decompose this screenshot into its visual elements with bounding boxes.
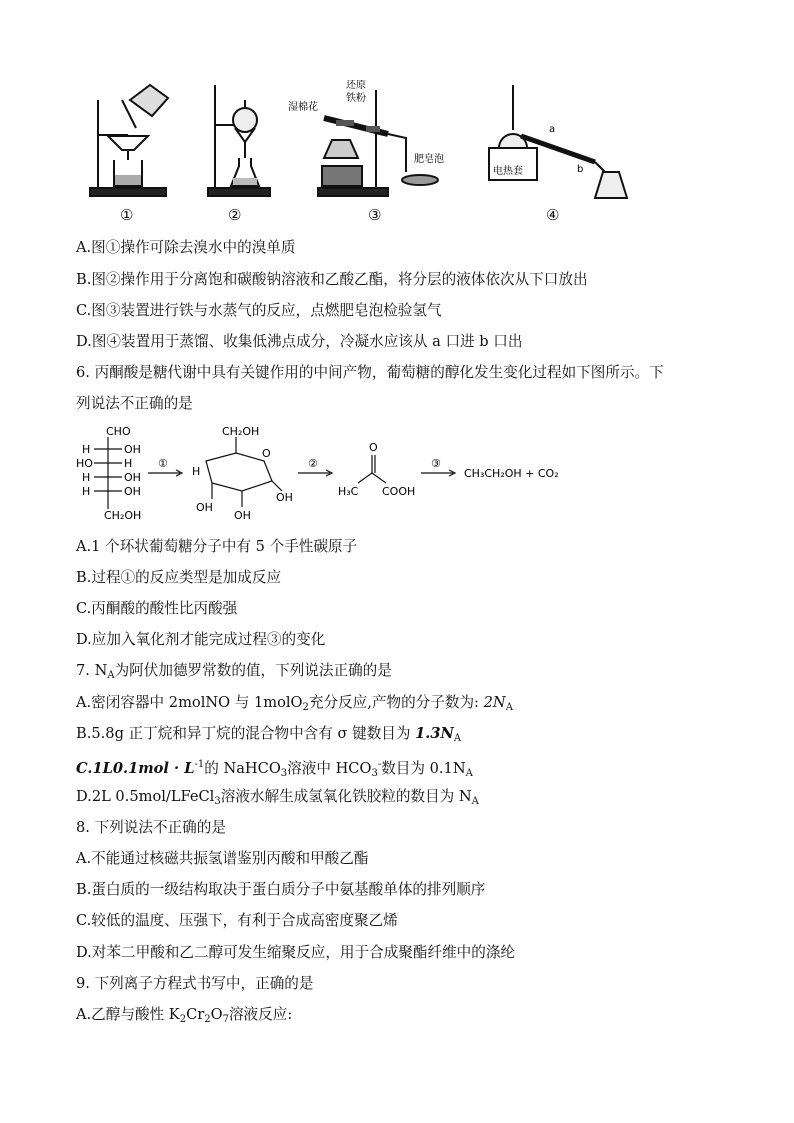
- svg-text:OH: OH: [124, 485, 141, 498]
- svg-text:H: H: [82, 471, 91, 484]
- svg-text:H: H: [192, 465, 201, 478]
- svg-text:HO: HO: [76, 457, 93, 470]
- figure-3-iron-steam-reaction: [288, 80, 458, 205]
- reduced-iron-label-1: 还原: [346, 80, 366, 91]
- q7-option-c: $C.1L0.1mol \cdot L^{-1}$的 NaHCO$_3$溶液中 $HCO_3^-$数目为 $0.1N_A$: [76, 759, 473, 779]
- svg-text:OH: OH: [234, 509, 251, 522]
- heater-label: 电热套: [493, 166, 523, 177]
- q5-option-c: C.图③装置进行铁与水蒸气的反应，点燃肥皂泡检验氢气: [76, 302, 442, 319]
- step-1-label: ①: [158, 457, 168, 470]
- q9-option-a: A.乙醇与酸性 $K_2Cr_2O_7$溶液反应:: [76, 1006, 293, 1025]
- figure-1-number: ①: [120, 206, 134, 224]
- step-3-label: ③: [431, 457, 441, 470]
- q7-stem: 7. $N_A$为阿伏加德罗常数的值，下列说法正确的是: [76, 662, 392, 681]
- step-2-label: ②: [308, 457, 318, 470]
- q6-option-a: A.1 个环状葡萄糖分子中有 5 个手性碳原子: [76, 538, 358, 555]
- q8-option-b: B.蛋白质的一级结构取决于蛋白质分子中氨基酸单体的排列顺序: [76, 881, 486, 898]
- q6-reaction-scheme: [76, 425, 596, 525]
- figure-2-number: ②: [228, 206, 242, 224]
- q7-option-a: A.密闭容器中 2molNO 与 1molO$_2$充分反应,产物的分子数为: $2N_A$: [76, 694, 513, 713]
- q7-option-d: D.2L 0.5mol/LFeCl$_3$溶液水解生成氢氧化铁胶粒的数目为 $N_A$: [76, 788, 479, 807]
- ring-ch2oh: CH₂OH: [222, 425, 260, 438]
- q8-option-d: D.对苯二甲酸和乙二醇可发生缩聚反应，用于合成聚酯纤维中的涤纶: [76, 944, 516, 961]
- q6-stem-line1: 6. 丙酮酸是糖代谢中具有关键作用的中间产物，葡萄糖的醇化发生变化过程如下图所示。下: [76, 364, 664, 381]
- figure-1-filtration: [78, 80, 178, 205]
- q8-option-a: A.不能通过核磁共振氢谱鉴别丙酸和甲酸乙酯: [76, 850, 369, 867]
- apparatus-figures: [78, 80, 638, 225]
- q5-option-b: B.图②操作用于分离饱和碳酸钠溶液和乙酸乙酯，将分层的液体依次从下口放出: [76, 271, 588, 288]
- figure-4-number: ④: [546, 206, 560, 224]
- port-a-label: a: [549, 124, 556, 135]
- svg-text:OH: OH: [276, 491, 293, 504]
- q5-option-d: D.图④装置用于蒸馏、收集低沸点成分，冷凝水应该从 a 口进 b 口出: [76, 333, 523, 350]
- svg-text:OH: OH: [124, 443, 141, 456]
- svg-text:H: H: [82, 485, 91, 498]
- pyruvic-o: O: [369, 441, 378, 454]
- soap-bubble-label: 肥皂泡: [414, 154, 444, 165]
- pyruvic-h3c: H₃C: [338, 485, 359, 498]
- port-b-label: b: [577, 164, 584, 175]
- wet-cotton-label: 湿棉花: [288, 102, 318, 113]
- glucose-ch2oh: CH₂OH: [104, 509, 142, 522]
- q8-stem: 8. 下列说法不正确的是: [76, 819, 226, 836]
- svg-text:H: H: [82, 443, 91, 456]
- svg-text:OH: OH: [196, 501, 213, 514]
- figure-3-number: ③: [368, 206, 382, 224]
- products: CH₃CH₂OH + CO₂: [464, 467, 559, 480]
- q7-option-b: B.5.8g 正丁烷和异丁烷的混合物中含有 σ 键数目为 $1.3N_A$: [76, 725, 462, 744]
- pyruvic-cooh: COOH: [382, 485, 416, 498]
- q9-stem: 9. 下列离子方程式书写中，正确的是: [76, 975, 314, 992]
- q6-option-d: D.应加入氧化剂才能完成过程③的变化: [76, 631, 326, 648]
- q5-option-a: A.图①操作可除去溴水中的溴单质: [76, 239, 296, 256]
- figure-4-distillation: [483, 80, 638, 205]
- svg-text:OH: OH: [124, 471, 141, 484]
- q6-option-c: C.丙酮酸的酸性比丙酸强: [76, 600, 238, 617]
- q8-option-c: C.较低的温度、压强下，有利于合成高密度聚乙烯: [76, 912, 398, 929]
- figure-2-separatory-funnel: [203, 80, 283, 205]
- reduced-iron-label-2: 铁粉: [346, 93, 366, 104]
- svg-text:H: H: [124, 457, 133, 470]
- q6-stem-line2: 列说法不正确的是: [76, 395, 193, 412]
- q6-option-b: B.过程①的反应类型是加成反应: [76, 569, 282, 586]
- glucose-cho: CHO: [106, 425, 131, 438]
- ring-o: O: [262, 447, 271, 460]
